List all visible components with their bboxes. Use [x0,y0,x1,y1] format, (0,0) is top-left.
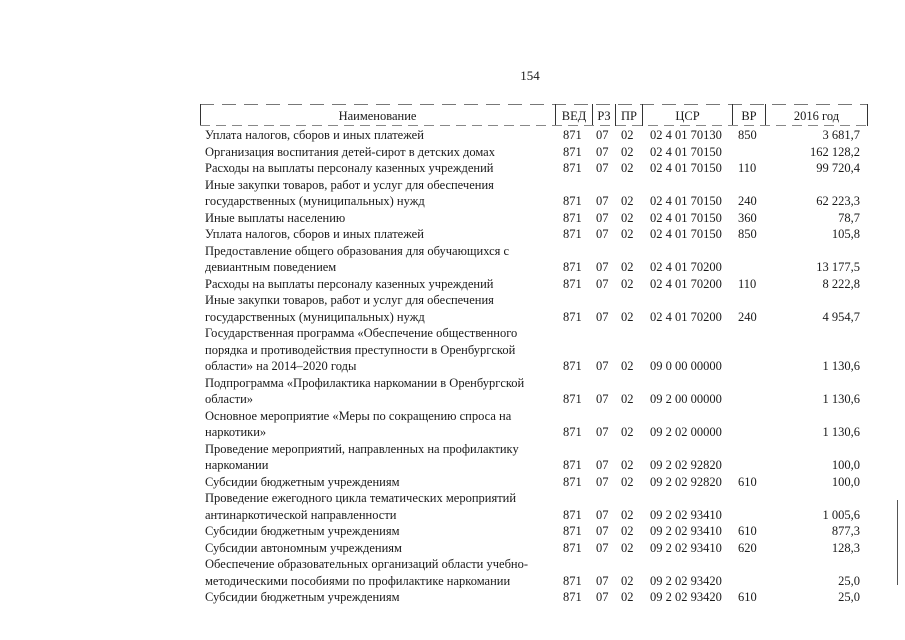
cell-csr: 09 2 02 92820 [650,474,722,489]
cell-ved: 871 [563,524,582,538]
cell-vr: 850 [738,227,757,241]
cell-amount: 162 128,2 [810,144,860,159]
cell-csr: 09 0 00 00000 [650,359,722,373]
cell-rz: 07 [596,474,609,489]
cell-rz: 07 [596,590,609,604]
cell-pr: 02 [621,210,634,225]
row-name-line: Иные закупки товаров, работ и услуг для обеспечения [205,177,494,192]
cell-csr: 09 2 02 93410 [650,540,722,555]
row-name-line: антинаркотической направленности [205,507,397,522]
cell-ved: 871 [563,210,582,225]
table-row [0,210,905,227]
cell-pr: 02 [621,524,634,538]
cell-pr: 02 [621,194,634,208]
header-ved: ВЕД [561,109,587,123]
cell-rz: 07 [596,227,609,241]
cell-vr: 240 [738,309,757,324]
cell-pr: 02 [621,128,634,142]
cell-ved: 871 [563,128,582,142]
cell-csr: 09 2 02 93420 [650,573,722,588]
row-name-line: девиантным поведением [205,260,337,274]
cell-vr: 240 [738,194,757,208]
row-name-line: Расходы на выплаты персоналу казенных учреждений [205,161,494,175]
cell-vr: 610 [738,474,757,489]
table-row [0,589,905,606]
cell-rz: 07 [596,540,609,555]
cell-amount: 1 130,6 [822,392,860,406]
cell-csr: 09 2 02 93410 [650,524,722,538]
cell-ved: 871 [563,309,582,324]
table-row [0,226,905,243]
cell-csr: 09 2 02 92820 [650,458,722,472]
row-name-line: Обеспечение образовательных организаций области учебно- [205,557,529,571]
table-row [0,375,905,408]
table-row [0,540,905,557]
cell-csr: 02 4 01 70150 [650,227,722,241]
row-name-line: наркотики» [205,425,267,439]
cell-rz: 07 [596,128,609,142]
table-row [0,127,905,144]
table-row [0,276,905,293]
cell-pr: 02 [621,227,634,241]
table-row [0,325,905,375]
row-name-line: Расходы на выплаты персоналу казенных учреждений [205,276,494,291]
header-year: 2016 год [793,109,840,123]
row-name [205,276,550,293]
cell-csr: 02 4 01 70150 [650,194,722,208]
row-name-line: Субсидии автономным учреждениям [205,540,402,555]
cell-amount: 25,0 [838,573,860,588]
cell-rz: 07 [596,458,609,472]
cell-rz: 07 [596,573,609,588]
row-name-line: наркомании [205,458,269,472]
cell-rz: 07 [596,161,609,175]
table-row [0,243,905,276]
table-row [0,160,905,177]
cell-csr: 02 4 01 70200 [650,260,722,274]
cell-amount: 3 681,7 [822,128,860,142]
table-row [0,490,905,523]
table-row [0,556,905,589]
cell-pr: 02 [621,161,634,175]
cell-rz: 07 [596,507,609,522]
table-header [200,104,868,126]
cell-amount: 1 130,6 [822,359,860,373]
cell-pr: 02 [621,392,634,406]
table-row [0,441,905,474]
cell-ved: 871 [563,161,582,175]
cell-csr: 02 4 01 70150 [650,144,722,159]
cell-pr: 02 [621,474,634,489]
row-name-line: Уплата налогов, сборов и иных платежей [205,227,424,241]
cell-ved: 871 [563,507,582,522]
cell-rz: 07 [596,359,609,373]
cell-csr: 02 4 01 70200 [650,309,722,324]
cell-pr: 02 [621,260,634,274]
row-name [205,127,550,144]
cell-amount: 128,3 [831,540,860,555]
cell-rz: 07 [596,524,609,538]
cell-ved: 871 [563,590,582,604]
header-csr: ЦСР [675,109,700,123]
row-name [205,160,550,177]
row-name-line: Субсидии бюджетным учреждениям [205,474,400,489]
cell-csr: 02 4 01 70150 [650,161,722,175]
row-name-line: Уплата налогов, сборов и иных платежей [205,128,424,142]
cell-amount: 100,0 [831,458,860,472]
cell-csr: 09 2 02 93420 [650,590,722,604]
cell-pr: 02 [621,309,634,324]
cell-rz: 07 [596,210,609,225]
row-name [205,375,550,408]
cell-amount: 877,3 [831,524,860,538]
cell-pr: 02 [621,276,634,291]
cell-amount: 1 005,6 [822,507,860,522]
row-name [205,589,550,606]
row-name [205,292,550,325]
cell-amount: 100,0 [831,474,860,489]
row-name-line: Субсидии бюджетным учреждениям [205,590,400,604]
cell-csr: 09 2 00 00000 [650,392,722,406]
row-name-line: Субсидии бюджетным учреждениям [205,524,400,538]
cell-amount: 1 130,6 [822,425,860,439]
cell-amount: 13 177,5 [816,260,860,274]
cell-ved: 871 [563,227,582,241]
cell-ved: 871 [563,392,582,406]
row-name-line: Предоставление общего образования для обучающихся с [205,243,510,258]
table-row [0,292,905,325]
header-rz: РЗ [597,109,611,123]
cell-csr: 02 4 01 70200 [650,276,722,291]
cell-amount: 8 222,8 [822,276,860,291]
row-name-line: Государственная программа «Обеспечение общественного [205,326,518,340]
table-row [0,523,905,540]
row-name [205,144,550,161]
cell-rz: 07 [596,144,609,159]
header-name: Наименование [338,109,417,123]
cell-csr: 09 2 02 93410 [650,507,722,522]
row-name [205,490,550,523]
cell-ved: 871 [563,573,582,588]
cell-vr: 850 [738,128,757,142]
row-name [205,523,550,540]
cell-ved: 871 [563,260,582,274]
cell-rz: 07 [596,425,609,439]
cell-csr: 09 2 02 00000 [650,425,722,439]
row-name [205,441,550,474]
margin-mark [897,500,898,585]
row-name [205,474,550,491]
page-number: 154 [520,68,540,83]
cell-ved: 871 [563,276,582,291]
row-name [205,210,550,227]
row-name [205,540,550,557]
table-body [0,127,905,606]
cell-amount: 4 954,7 [822,309,860,324]
cell-amount: 78,7 [838,210,860,225]
row-name-line: Иные закупки товаров, работ и услуг для обеспечения [205,293,494,307]
cell-pr: 02 [621,573,634,588]
cell-vr: 360 [738,210,757,225]
cell-pr: 02 [621,458,634,472]
cell-pr: 02 [621,425,634,439]
cell-amount: 99 720,4 [816,161,860,175]
cell-csr: 02 4 01 70150 [650,210,722,225]
cell-pr: 02 [621,590,634,604]
cell-pr: 02 [621,359,634,373]
cell-rz: 07 [596,260,609,274]
cell-ved: 871 [563,458,582,472]
row-name-line: государственных (муниципальных) нужд [205,309,425,324]
cell-amount: 62 223,3 [816,194,860,208]
row-name-line: области» [205,392,254,406]
cell-vr: 110 [738,161,757,175]
table-row [0,408,905,441]
row-name [205,226,550,243]
cell-ved: 871 [563,474,582,489]
header-divider [867,104,868,126]
table-row [0,144,905,161]
cell-ved: 871 [563,425,582,439]
cell-rz: 07 [596,392,609,406]
cell-ved: 871 [563,194,582,208]
row-name-line: области» на 2014–2020 годы [205,359,357,373]
row-name-line: Иные выплаты населению [205,210,346,225]
cell-pr: 02 [621,540,634,555]
cell-ved: 871 [563,359,582,373]
cell-vr: 610 [738,590,757,604]
cell-vr: 620 [738,540,757,555]
cell-pr: 02 [621,507,634,522]
table-row [0,474,905,491]
cell-rz: 07 [596,309,609,324]
row-name [205,556,550,589]
cell-vr: 610 [738,524,757,538]
row-name-line: Проведение ежегодного цикла тематических мероприятий [205,491,517,505]
row-name-line: Подпрограмма «Профилактика наркомании в Оренбургской [205,375,525,390]
cell-amount: 25,0 [838,590,860,604]
row-name-line: методическими пособиями по профилактике наркомании [205,573,511,588]
table-row [0,177,905,210]
header-bottom-border [200,125,868,126]
row-name-line: Основное мероприятие «Меры по сокращению спроса на [205,408,512,423]
row-name [205,177,550,210]
row-name [205,243,550,276]
cell-rz: 07 [596,276,609,291]
row-name [205,325,550,375]
row-name-line: порядка и противодействия преступности в Оренбургской [205,342,516,357]
row-name-line: государственных (муниципальных) нужд [205,194,425,208]
cell-ved: 871 [563,540,582,555]
header-vr: ВР [741,109,757,123]
cell-vr: 110 [738,276,757,291]
cell-amount: 105,8 [831,227,860,241]
cell-csr: 02 4 01 70130 [650,128,722,142]
row-name-line: Проведение мероприятий, направленных на профилактику [205,441,519,456]
row-name [205,408,550,441]
cell-ved: 871 [563,144,582,159]
header-pr: ПР [621,109,637,123]
row-name-line: Организация воспитания детей-сирот в детских домах [205,144,495,159]
cell-rz: 07 [596,194,609,208]
cell-pr: 02 [621,144,634,159]
